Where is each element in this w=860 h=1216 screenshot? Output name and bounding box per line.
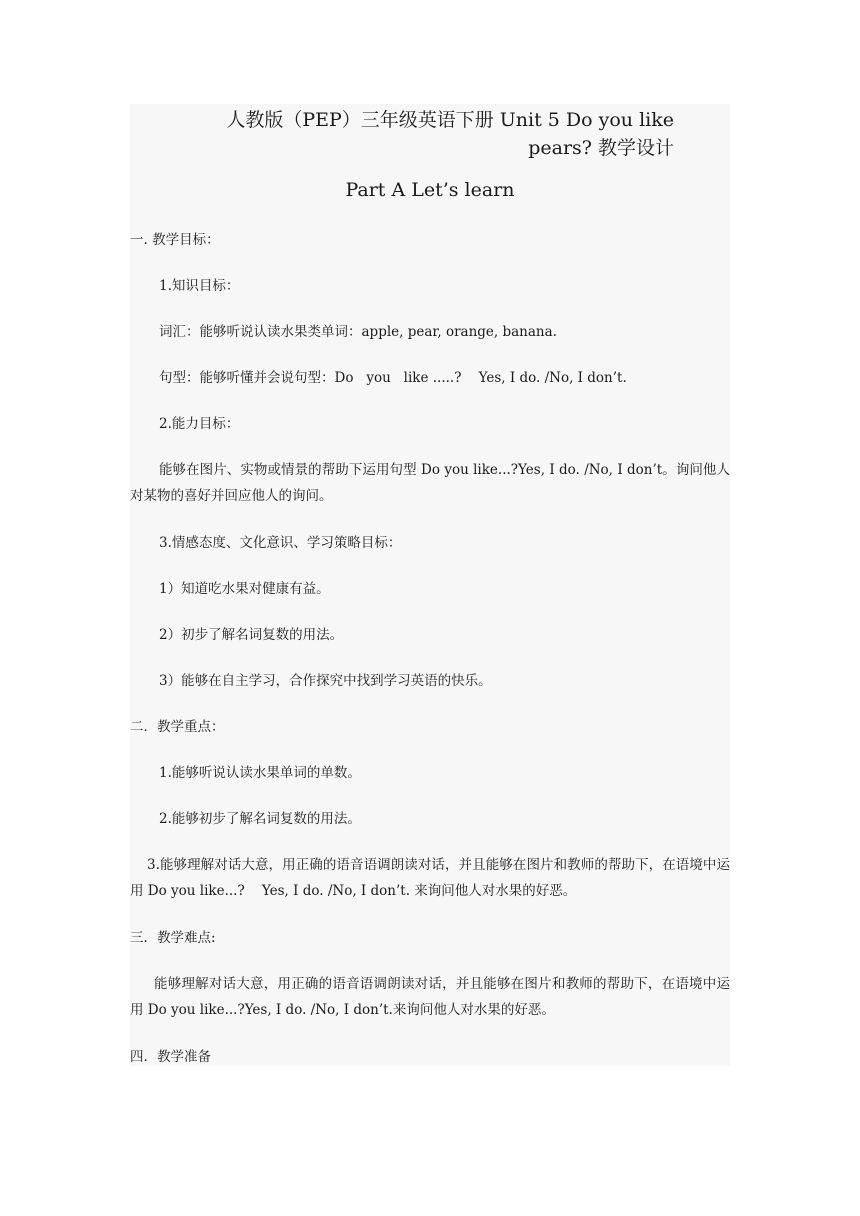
section-heading: 三．教学难点: — [130, 930, 216, 946]
paragraph: 1.知识目标： — [159, 278, 240, 294]
paragraph: 3）能够在自主学习，合作探究中找到学习英语的快乐。 — [159, 673, 492, 689]
section-heading: 一. 教学目标： — [130, 232, 220, 248]
paragraph: 3.能够理解对话大意，用正确的语音语调朗读对话，并且能够在图片和教师的帮助下，在语境中运用 Do you like...? Yes, I do. /No, I don’t. 来询问他人对水果的好恶。 — [130, 857, 730, 899]
document-title — [130, 106, 730, 162]
paragraph: 2.能力目标： — [159, 416, 240, 432]
section-heading: 二．教学重点： — [130, 719, 225, 735]
paragraph: 能够在图片、实物或情景的帮助下运用句型 Do you like...?Yes, I do. /No, I don’t。询问他人对某物的喜好并回应他人的询问。 — [130, 462, 730, 504]
section-heading: 四．教学准备 — [130, 1049, 211, 1065]
paragraph: 2）初步了解名词复数的用法。 — [159, 627, 344, 643]
paragraph: 2.能够初步了解名词复数的用法。 — [159, 811, 361, 827]
paragraph: 能够理解对话大意，用正确的语音语调朗读对话，并且能够在图片和教师的帮助下，在语境中运用 Do you like...?Yes, I do. /No, I don’t.来询问他人对水果的好恶。 — [130, 976, 730, 1018]
paragraph: 1）知道吃水果对健康有益。 — [159, 581, 330, 597]
paragraph: 3.情感态度、文化意识、学习策略目标： — [159, 535, 402, 551]
document-title-text: 人教版（PEP）三年级英语下册 Unit 5 Do you like pears? 教学设计 — [226, 109, 674, 159]
document-subtitle: Part A Let’s learn — [345, 179, 515, 201]
paragraph: 1.能够听说认读水果单词的单数。 — [159, 765, 361, 781]
paragraph: 句型：能够听懂并会说句型：Do you like .....? Yes, I do. /No, I don’t. — [159, 370, 627, 386]
document-page — [130, 104, 730, 1066]
paragraph: 词汇：能够听说认读水果类单词：apple, pear, orange, banana. — [159, 324, 557, 340]
